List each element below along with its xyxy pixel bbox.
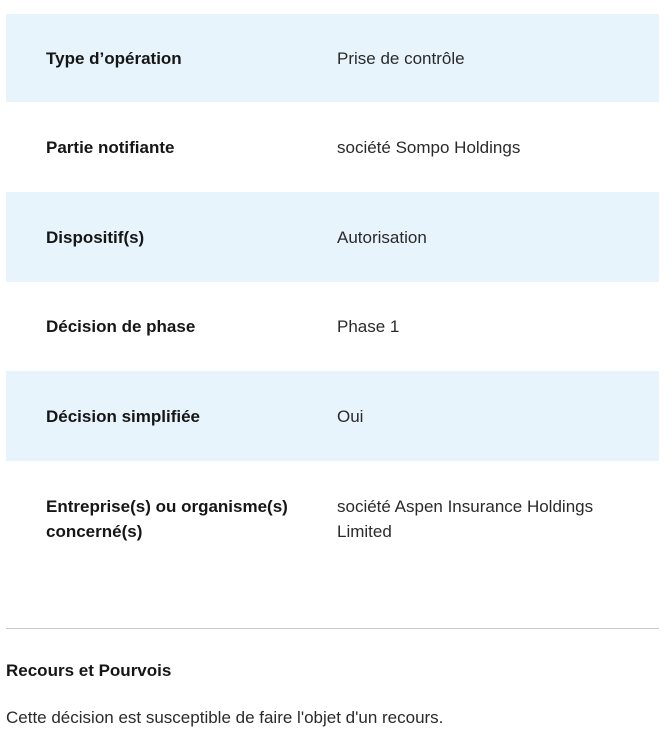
details-label: Type d’opération bbox=[46, 49, 182, 68]
details-label: Décision de phase bbox=[46, 317, 196, 336]
details-label: Dispositif(s) bbox=[46, 228, 145, 247]
details-value: société Sompo Holdings bbox=[337, 138, 521, 157]
details-row-notifying-party bbox=[6, 102, 659, 192]
details-row-companies-concerned bbox=[6, 461, 659, 596]
details-row-procedure bbox=[6, 192, 659, 282]
details-value: Prise de contrôle bbox=[337, 49, 465, 68]
details-row-operation-type bbox=[6, 14, 659, 102]
appeal-section-title: Recours et Pourvois bbox=[6, 661, 172, 680]
details-value: Autorisation bbox=[337, 228, 427, 247]
details-label: Décision simplifiée bbox=[46, 407, 200, 426]
decision-details-table bbox=[6, 14, 659, 596]
details-value: Phase 1 bbox=[337, 317, 400, 336]
section-divider bbox=[6, 628, 659, 629]
appeal-section-text: Cette décision est susceptible de faire l'objet d'un recours. bbox=[6, 708, 444, 727]
details-row-phase-decision bbox=[6, 282, 659, 371]
details-label: Entreprise(s) ou organisme(s) concerné(s) bbox=[46, 497, 288, 541]
details-row-simplified-decision bbox=[6, 371, 659, 461]
details-value: Oui bbox=[337, 407, 364, 426]
details-value: société Aspen Insurance Holdings Limited bbox=[337, 497, 594, 541]
details-label: Partie notifiante bbox=[46, 138, 175, 157]
